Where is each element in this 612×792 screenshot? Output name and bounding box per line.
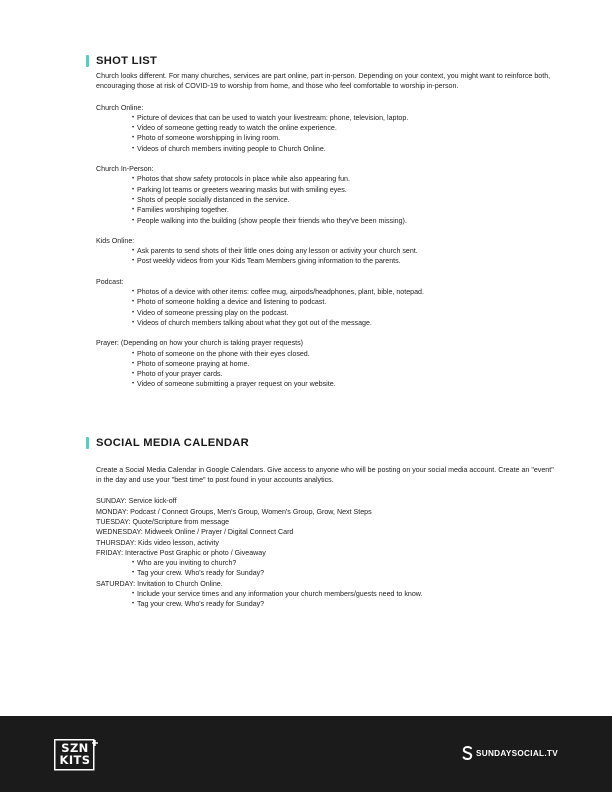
list-item: • Ask parents to send shots of their little ones doing any lesson or activity your church sent. bbox=[132, 246, 558, 256]
list-item: • Who are you inviting to church? bbox=[132, 558, 558, 568]
list-item: • Photo of someone on the phone with their eyes closed. bbox=[132, 349, 558, 359]
shot-group-label: Church In-Person: bbox=[96, 165, 154, 174]
list-item: • Video of someone pressing play on the podcast. bbox=[132, 308, 558, 318]
shot-group-label: Kids Online: bbox=[96, 236, 135, 245]
list-item: • Tag your crew. Who's ready for Sunday? bbox=[132, 568, 558, 578]
list-item: • Video of someone submitting a prayer request on your website. bbox=[132, 379, 558, 389]
shot-group-list bbox=[96, 174, 558, 225]
list-item: • Photo of someone holding a device and listening to podcast. bbox=[132, 297, 558, 307]
calendar-day: THURSDAY: Kids video lesson, activity bbox=[96, 538, 219, 547]
shot-group-list bbox=[96, 287, 558, 328]
list-item: • Photos that show safety protocols in place while also appearing fun. bbox=[132, 174, 558, 184]
list-item: • Photo of someone praying at home. bbox=[132, 359, 558, 369]
shot-group-list bbox=[96, 113, 558, 154]
list-item: • Photos of a device with other items: coffee mug, airpods/headphones, plant, bible, notepad. bbox=[132, 287, 558, 297]
social-calendar-header bbox=[96, 436, 558, 450]
shot-group-label: Prayer: (Depending on how your church is taking prayer requests) bbox=[96, 339, 304, 348]
shot-list-intro: Church looks different. For many churches, services are part online, part in-person. Depending on your context, you might want to reinforce both, encouraging those at risk of COVID-19 to worship from home, and those who feel comfortable to worship in-person. bbox=[96, 72, 551, 91]
list-item: • Video of someone getting ready to watch the online experience. bbox=[132, 123, 558, 133]
calendar-day: SATURDAY: Invitation to Church Online. bbox=[96, 579, 223, 588]
list-item: • Tag your crew. Who's ready for Sunday? bbox=[132, 599, 558, 609]
calendar-day: MONDAY: Podcast / Connect Groups, Men's Group, Women's Group, Grow, Next Steps bbox=[96, 507, 372, 516]
sunday-social-s-icon bbox=[462, 746, 473, 760]
calendar-day-list bbox=[96, 589, 558, 610]
shot-group-list bbox=[96, 349, 558, 390]
list-item: • Post weekly videos from your Kids Team Members giving information to the parents. bbox=[132, 256, 558, 266]
list-item: • People walking into the building (show people their friends who they've been missing). bbox=[132, 216, 558, 226]
list-item: • Videos of church members inviting people to Church Online. bbox=[132, 144, 558, 154]
calendar-day: SUNDAY: Service kick-off bbox=[96, 497, 177, 506]
list-item: • Picture of devices that can be used to watch your livestream: phone, television, laptop. bbox=[132, 113, 558, 123]
list-item: • Shots of people socially distanced in the service. bbox=[132, 195, 558, 205]
social-calendar-intro: Create a Social Media Calendar in Google Calendars. Give access to anyone who will be posting on your social media account. Create an "event" in the day and use your "best time" to post found in your accounts analytics. bbox=[96, 465, 554, 485]
calendar-day: WEDNESDAY: Midweek Online / Prayer / Digital Connect Card bbox=[96, 528, 294, 537]
shot-list-groups bbox=[96, 103, 558, 390]
social-calendar-title: SOCIAL MEDIA CALENDAR bbox=[96, 436, 249, 449]
shot-group-label: Church Online: bbox=[96, 103, 144, 112]
footer-bar bbox=[0, 716, 612, 792]
calendar-day: FRIDAY: Interactive Post Graphic or photo / Giveaway bbox=[96, 548, 266, 557]
shot-group-label: Podcast: bbox=[96, 277, 124, 286]
logo-line-2: KITS bbox=[59, 753, 91, 767]
logo-line-1: SZN bbox=[61, 741, 89, 755]
list-item: • Videos of church members talking about what they got out of the message. bbox=[132, 318, 558, 328]
list-item: • Photo of your prayer cards. bbox=[132, 369, 558, 379]
shot-group-list bbox=[96, 246, 558, 267]
shot-list-title: SHOT LIST bbox=[96, 54, 158, 67]
accent-bar bbox=[86, 55, 89, 67]
list-item: • Photo of someone worshipping in living room. bbox=[132, 133, 558, 143]
list-item: • Families worshiping together. bbox=[132, 205, 558, 215]
list-item: • Include your service times and any information your church members/guests need to know. bbox=[132, 589, 558, 599]
brand-name: SUNDAYSOCIAL.TV bbox=[476, 748, 558, 758]
document-body bbox=[96, 54, 558, 610]
shot-list-header bbox=[96, 54, 558, 68]
szn-kits-logo bbox=[54, 739, 98, 771]
calendar-day: TUESDAY: Quote/Scripture from message bbox=[96, 517, 230, 526]
brand-link[interactable] bbox=[462, 746, 558, 760]
calendar-day-list bbox=[96, 558, 558, 579]
list-item: • Parking lot teams or greeters wearing masks but with smiling eyes. bbox=[132, 185, 558, 195]
accent-bar bbox=[86, 437, 89, 449]
calendar-days bbox=[96, 496, 558, 609]
